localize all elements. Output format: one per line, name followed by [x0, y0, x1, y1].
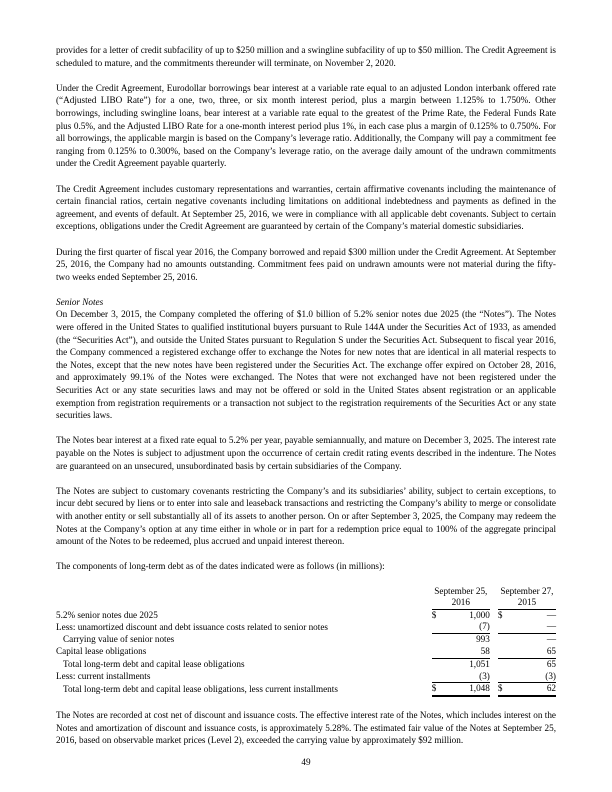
paragraph-covenants: The Credit Agreement includes customary representations and warranties, certain affirmative covenants including the maintenance of certain financial ratios, certain negative covenants including limitations on additional indebtedness and payments as defined in the agreement, and events of default. At September 25, 2016, we were in compliance with all applicable debt covenants. Subject to certain exceptions, obligations under the Credit Agreement are guaranteed by certain of the Company’s material domestic subsidiaries.: [56, 183, 556, 232]
column-header-2015: September 27, 2015: [498, 586, 556, 610]
table-row-total: Total long-term debt and capital lease obligations, less current installments $ 1,048 $ 62: [63, 683, 556, 695]
section-heading-senior-notes: Senior Notes: [56, 296, 104, 307]
paragraph-fair-value: The Notes are recorded at cost net of discount and issuance costs. The effective interest rate of the Notes, which includes interest on the Notes and amortization of discount and issuance costs, is approximately 5.28%. The estimated fair value of the Notes at September 25, 2016, based on observable market prices (Level 2), exceeded the carrying value by approximately $92 million.: [56, 710, 556, 746]
table-row: Carrying value of senior notes 993 —: [63, 634, 556, 645]
paragraph-notes-offering: On December 3, 2015, the Company completed the offering of $1.0 billion of 5.2% senior notes due 2025 (the “Notes”). The Notes were offered in the United States to qualified institutional buyers pursuant to Rule 144A under the Securities Act of 1933, as amended (the “Securities Act”), and outside the United States pursuant to Regulation S under the Securities Act. Subsequent to fiscal year 2016, the Company commenced a registered exchange offer to exchange the Notes for new notes that are identical in all material respects to the Notes, except that the new notes have been registered under the Securities Act. The exchange offer expired on October 28, 2016, and approximately 99.1% of the Notes were exchanged. The Notes that were not exchanged have not been registered under the Securities Act or any state securities laws and may not be offered or sold in the United States absent registration or an applicable exemption from registration requirements or a transaction not subject to the registration requirements of the Securities Act or any state securities laws.: [56, 309, 556, 421]
table-row: Less: current installments (3) (3): [56, 670, 556, 682]
paragraph-credit-subfacility: provides for a letter of credit subfacility of up to $250 million and a swingline subfacility of up to $50 million. The Credit Agreement is scheduled to mature, and the commitments thereunder will terminate, on November 2, 2020.: [56, 45, 556, 68]
table-row: 5.2% senior notes due 2025 $ 1,000 $ —: [56, 609, 556, 620]
table-intro: The components of long-term debt as of the dates indicated were as follows (in millions):: [56, 561, 385, 572]
document-page: [56, 44, 556, 759]
paragraph-interest-rates: Under the Credit Agreement, Eurodollar borrowings bear interest at a variable rate equal to an adjusted London interbank offered rate (“Adjusted LIBO Rate”) for a one, two, three, or six month interest period, plus a margin between 1.125% to 1.750%. Other borrowings, including swingline loans, bear interest at a variable rate equal to the greatest of the Prime Rate, the Federal Funds Rate plus 0.5%, and the Adjusted LIBO Rate for a one-month interest period plus 1%, in each case plus a margin of 0.125% to 0.750%. For all borrowings, the applicable margin is based on the Company’s leverage ratio. Additionally, the Company will pay a commitment fee ranging from 0.125% to 0.300%, based on the Company’s leverage ratio, on the average daily amount of the undrawn commitments under the Credit Agreement payable quarterly.: [56, 82, 556, 169]
table-header-row: [56, 586, 556, 610]
paragraph-borrowings: During the first quarter of fiscal year 2016, the Company borrowed and repaid $300 million under the Credit Agreement. At September 25, 2016, the Company had no amounts outstanding. Commitment fees paid on undrawn amounts were not material during the fifty-two weeks ended September 25, 2016.: [56, 246, 556, 282]
column-header-2016: September 25, 2016: [432, 586, 490, 610]
table-row: Capital lease obligations 58 65: [56, 645, 556, 657]
long-term-debt-table: [56, 586, 556, 698]
paragraph-notes-interest: The Notes bear interest at a fixed rate equal to 5.2% per year, payable semiannually, and mature on December 3, 2025. The interest rate payable on the Notes is subject to adjustment upon the occurrence of certain credit rating events described in the indenture. The Notes are guaranteed on an unsecured, unsubordinated basis by certain subsidiaries of the Company.: [56, 435, 556, 471]
page-number: 49: [301, 757, 311, 767]
paragraph-notes-covenants: The Notes are subject to customary covenants restricting the Company’s and its subsidiaries’ ability, subject to certain exceptions, to incur debt secured by liens or to enter into sale and leaseback transactions and restricting the Company’s ability to merge or consolidate with another entity or sell substantially all of its assets to another person. On or after September 3, 2025, the Company may redeem the Notes at the Company’s option at any time either in whole or in part for a redemption price equal to 100% of the aggregate principal amount of the Notes to be redeemed, plus accrued and unpaid interest thereon.: [56, 485, 556, 547]
table-row: Total long-term debt and capital lease obligations 1,051 65: [63, 658, 556, 669]
table-row: Less: unamortized discount and debt issuance costs related to senior notes (7) —: [56, 621, 556, 632]
